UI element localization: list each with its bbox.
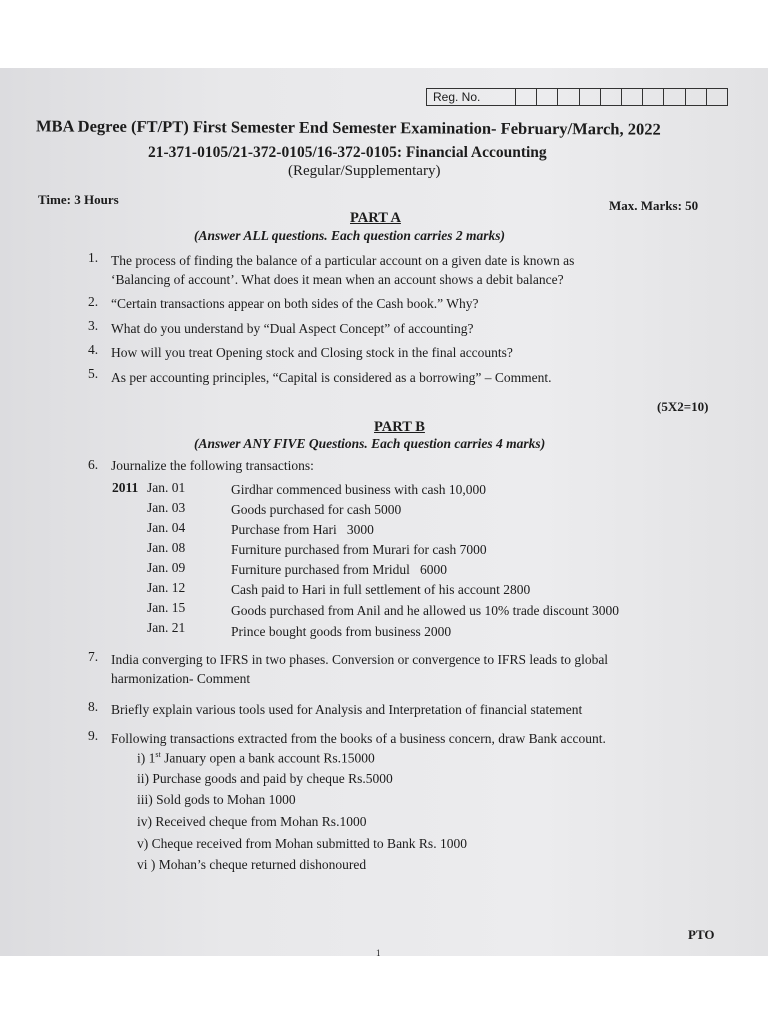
transaction-item-text: January open a bank account Rs.15000 <box>160 750 375 766</box>
exam-paper-photo <box>0 68 768 956</box>
part-a-heading: PART A <box>350 210 401 226</box>
question-text: India converging to IFRS in two phases. Conversion or convergence to IFRS leads to global <box>111 652 609 667</box>
journal-date: Jan. 03 <box>147 500 186 515</box>
question-number: 4. <box>88 342 99 357</box>
exam-type: (Regular/Supplementary) <box>288 163 441 179</box>
question-text: How will you treat Opening stock and Closing stock in the final accounts? <box>111 345 513 360</box>
transaction-item: v) Cheque received from Mohan submitted to Bank Rs. 1000 <box>137 836 467 851</box>
reg-no-cell <box>516 89 537 105</box>
journal-date: Jan. 01 <box>147 480 186 495</box>
reg-no-cell <box>707 89 727 105</box>
question-text: The process of finding the balance of a particular account on a given date is known as <box>111 253 575 268</box>
pto-label: PTO <box>688 927 715 942</box>
reg-no-cell <box>558 89 579 105</box>
transaction-item: vi ) Mohan’s cheque returned dishonoured <box>137 857 367 872</box>
journal-description: Goods purchased from Anil and he allowed us 10% trade discount 3000 <box>231 603 620 618</box>
question-number: 7. <box>88 649 99 664</box>
question-text: harmonization- Comment <box>111 671 251 686</box>
course-code: 21-371-0105/21-372-0105/16-372-0105: Financial Accounting <box>148 144 547 161</box>
transaction-item <box>137 750 375 767</box>
reg-no-label: Reg. No. <box>427 89 516 105</box>
transaction-item: iii) Sold gods to Mohan 1000 <box>137 792 296 807</box>
max-marks-label: Max. Marks: 50 <box>609 198 699 213</box>
question-text: Journalize the following transactions: <box>111 458 314 473</box>
journal-date: Jan. 21 <box>147 620 186 635</box>
question-text: What do you understand by “Dual Aspect Concept” of accounting? <box>111 321 474 336</box>
reg-no-cell <box>580 89 601 105</box>
question-number: 1. <box>88 250 99 265</box>
reg-no-cell <box>664 89 685 105</box>
question-number: 2. <box>88 294 99 309</box>
journal-date: Jan. 15 <box>147 600 186 615</box>
time-label: Time: 3 Hours <box>38 192 119 207</box>
question-number: 6. <box>88 457 99 472</box>
question-number: 5. <box>88 366 99 381</box>
reg-no-cell <box>622 89 643 105</box>
journal-year: 2011 <box>112 480 139 495</box>
journal-description: Prince bought goods from business 2000 <box>231 624 452 639</box>
question-text: “Certain transactions appear on both sides of the Cash book.” Why? <box>111 296 479 311</box>
journal-date: Jan. 12 <box>147 580 186 595</box>
transaction-item: iv) Received cheque from Mohan Rs.1000 <box>137 814 367 829</box>
reg-no-cell <box>643 89 664 105</box>
transaction-item: ii) Purchase goods and paid by cheque Rs.5000 <box>137 771 393 786</box>
reg-no-cell <box>601 89 622 105</box>
part-b-instruction: (Answer ANY FIVE Questions. Each question carries 4 marks) <box>194 436 546 451</box>
question-number: 9. <box>88 728 99 743</box>
exam-title: MBA Degree (FT/PT) First Semester End Semester Examination- February/March, 2022 <box>35 116 661 139</box>
reg-no-cell <box>686 89 707 105</box>
journal-date: Jan. 08 <box>147 540 186 555</box>
reg-no-box <box>426 88 728 106</box>
journal-description: Furniture purchased from Mridul 6000 <box>231 562 447 577</box>
journal-date: Jan. 04 <box>147 520 186 535</box>
question-number: 3. <box>88 318 99 333</box>
journal-description: Furniture purchased from Murari for cash 7000 <box>231 542 487 557</box>
question-text: ‘Balancing of account’. What does it mean when an account shows a debit balance? <box>111 272 564 287</box>
journal-description: Goods purchased for cash 5000 <box>231 502 402 517</box>
question-text: Briefly explain various tools used for Analysis and Interpretation of financial statement <box>111 702 583 717</box>
question-number: 8. <box>88 699 99 714</box>
part-a-marks: (5X2=10) <box>657 399 709 414</box>
question-text: As per accounting principles, “Capital is considered as a borrowing” – Comment. <box>111 370 552 385</box>
transaction-item-text: i) 1 <box>137 750 156 766</box>
ordinal-suffix: st <box>155 750 161 759</box>
part-a-instruction: (Answer ALL questions. Each question carries 2 marks) <box>194 228 506 243</box>
part-b-heading: PART B <box>374 419 425 435</box>
journal-description: Cash paid to Hari in full settlement of his account 2800 <box>231 582 531 597</box>
reg-no-cell <box>537 89 558 105</box>
journal-description: Girdhar commenced business with cash 10,000 <box>231 482 486 497</box>
journal-description: Purchase from Hari 3000 <box>231 522 374 537</box>
question-text: Following transactions extracted from the books of a business concern, draw Bank account. <box>111 731 606 746</box>
journal-date: Jan. 09 <box>147 560 186 575</box>
page-number: 1 <box>376 948 381 958</box>
